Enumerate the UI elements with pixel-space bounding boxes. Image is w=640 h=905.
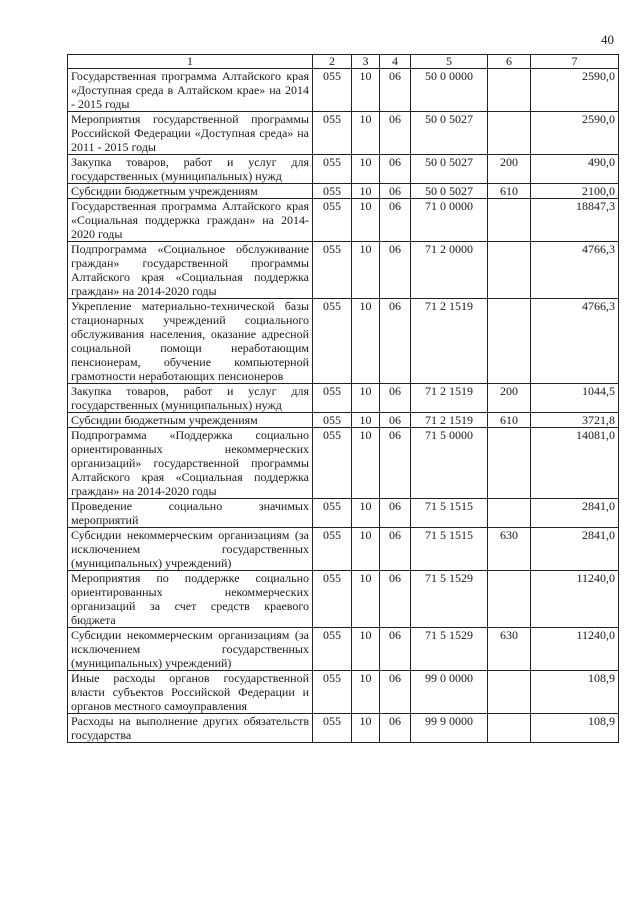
cell-amount: 3721,8 xyxy=(531,413,619,428)
table-row xyxy=(68,413,619,428)
cell-ministry-code: 055 xyxy=(313,242,352,299)
cell-ministry-code: 055 xyxy=(313,199,352,242)
cell-ministry-code: 055 xyxy=(313,671,352,714)
cell-expense-type xyxy=(488,571,531,628)
cell-expense-type: 610 xyxy=(488,413,531,428)
cell-subsection: 06 xyxy=(380,428,411,499)
cell-amount: 2100,0 xyxy=(531,184,619,199)
cell-subsection: 06 xyxy=(380,571,411,628)
table-row xyxy=(68,69,619,112)
cell-ministry-code: 055 xyxy=(313,714,352,743)
cell-name: Мероприятия государственной программы Российской Федерации «Доступная среда» на 2011 - 2015 годы xyxy=(68,112,313,155)
cell-section: 10 xyxy=(352,69,380,112)
cell-name: Укрепление материально-технической базы стационарных учреждений социального обслуживания населения, оказание адресной социальной помощи неработающим пенсионерам, обучение компьютерной грамотности неработающих пенсионеров xyxy=(68,299,313,384)
cell-expense-type xyxy=(488,671,531,714)
cell-target-article: 50 0 5027 xyxy=(411,184,488,199)
cell-expense-type: 630 xyxy=(488,528,531,571)
table-row xyxy=(68,384,619,413)
cell-name: Субсидии бюджетным учреждениям xyxy=(68,413,313,428)
cell-section: 10 xyxy=(352,428,380,499)
cell-target-article: 71 2 0000 xyxy=(411,242,488,299)
cell-section: 10 xyxy=(352,571,380,628)
cell-ministry-code: 055 xyxy=(313,384,352,413)
cell-subsection: 06 xyxy=(380,184,411,199)
cell-section: 10 xyxy=(352,155,380,184)
cell-amount: 108,9 xyxy=(531,671,619,714)
cell-amount: 11240,0 xyxy=(531,571,619,628)
cell-ministry-code: 055 xyxy=(313,299,352,384)
cell-section: 10 xyxy=(352,528,380,571)
cell-expense-type xyxy=(488,199,531,242)
cell-subsection: 06 xyxy=(380,199,411,242)
cell-expense-type xyxy=(488,242,531,299)
cell-target-article: 99 0 0000 xyxy=(411,671,488,714)
header-col-5: 5 xyxy=(411,55,488,69)
header-col-6: 6 xyxy=(488,55,531,69)
header-col-4: 4 xyxy=(380,55,411,69)
cell-target-article: 71 5 1515 xyxy=(411,528,488,571)
cell-target-article: 71 0 0000 xyxy=(411,199,488,242)
table-row xyxy=(68,528,619,571)
cell-name: Мероприятия по поддержке социально ориентированных некоммерческих организаций за счет средств краевого бюджета xyxy=(68,571,313,628)
cell-subsection: 06 xyxy=(380,299,411,384)
cell-name: Иные расходы органов государственной власти субъектов Российской Федерации и органов местного самоуправления xyxy=(68,671,313,714)
cell-amount: 2841,0 xyxy=(531,499,619,528)
cell-amount: 1044,5 xyxy=(531,384,619,413)
cell-expense-type xyxy=(488,299,531,384)
cell-section: 10 xyxy=(352,184,380,199)
cell-amount: 11240,0 xyxy=(531,628,619,671)
budget-table xyxy=(67,54,619,743)
cell-expense-type: 200 xyxy=(488,155,531,184)
cell-target-article: 71 2 1519 xyxy=(411,299,488,384)
table-row xyxy=(68,242,619,299)
cell-section: 10 xyxy=(352,413,380,428)
cell-section: 10 xyxy=(352,242,380,299)
cell-subsection: 06 xyxy=(380,628,411,671)
cell-target-article: 71 2 1519 xyxy=(411,413,488,428)
cell-amount: 14081,0 xyxy=(531,428,619,499)
cell-ministry-code: 055 xyxy=(313,628,352,671)
cell-subsection: 06 xyxy=(380,714,411,743)
cell-subsection: 06 xyxy=(380,112,411,155)
table-row xyxy=(68,155,619,184)
cell-target-article: 99 9 0000 xyxy=(411,714,488,743)
cell-subsection: 06 xyxy=(380,242,411,299)
cell-amount: 108,9 xyxy=(531,714,619,743)
cell-expense-type: 200 xyxy=(488,384,531,413)
cell-section: 10 xyxy=(352,199,380,242)
cell-section: 10 xyxy=(352,112,380,155)
cell-name: Субсидии бюджетным учреждениям xyxy=(68,184,313,199)
cell-target-article: 71 5 1515 xyxy=(411,499,488,528)
cell-section: 10 xyxy=(352,299,380,384)
cell-subsection: 06 xyxy=(380,384,411,413)
cell-name: Расходы на выполнение других обязательств государства xyxy=(68,714,313,743)
cell-ministry-code: 055 xyxy=(313,155,352,184)
cell-expense-type: 630 xyxy=(488,628,531,671)
cell-name: Закупка товаров, работ и услуг для государственных (муниципальных) нужд xyxy=(68,155,313,184)
page-number: 40 xyxy=(601,32,614,47)
cell-name: Государственная программа Алтайского края «Доступная среда в Алтайском крае» на 2014 - 2015 годы xyxy=(68,69,313,112)
cell-ministry-code: 055 xyxy=(313,499,352,528)
table-row xyxy=(68,571,619,628)
cell-target-article: 50 0 5027 xyxy=(411,155,488,184)
table-row xyxy=(68,428,619,499)
cell-subsection: 06 xyxy=(380,413,411,428)
cell-target-article: 71 5 0000 xyxy=(411,428,488,499)
cell-ministry-code: 055 xyxy=(313,69,352,112)
cell-expense-type xyxy=(488,714,531,743)
header-col-3: 3 xyxy=(352,55,380,69)
cell-name: Подпрограмма «Поддержка социально ориентированных некоммерческих организаций» государственной программы Алтайского края «Социальная поддержка граждан» на 2014-2020 годы xyxy=(68,428,313,499)
table-row xyxy=(68,714,619,743)
cell-ministry-code: 055 xyxy=(313,112,352,155)
cell-expense-type xyxy=(488,112,531,155)
table-row xyxy=(68,299,619,384)
cell-subsection: 06 xyxy=(380,499,411,528)
cell-section: 10 xyxy=(352,714,380,743)
cell-ministry-code: 055 xyxy=(313,571,352,628)
table-body xyxy=(68,69,619,743)
header-col-2: 2 xyxy=(313,55,352,69)
cell-name: Подпрограмма «Социальное обслуживание граждан» государственной программы Алтайского края «Социальная поддержка граждан» на 2014-2020 годы xyxy=(68,242,313,299)
cell-target-article: 50 0 5027 xyxy=(411,112,488,155)
table-row xyxy=(68,199,619,242)
cell-name: Государственная программа Алтайского края «Социальная поддержка граждан» на 2014-2020 годы xyxy=(68,199,313,242)
header-col-7: 7 xyxy=(531,55,619,69)
table-row xyxy=(68,184,619,199)
cell-expense-type: 610 xyxy=(488,184,531,199)
cell-ministry-code: 055 xyxy=(313,428,352,499)
table-row xyxy=(68,628,619,671)
table-row xyxy=(68,671,619,714)
cell-amount: 4766,3 xyxy=(531,242,619,299)
cell-name: Субсидии некоммерческим организациям (за исключением государственных (муниципальных) учреждений) xyxy=(68,528,313,571)
cell-name: Закупка товаров, работ и услуг для государственных (муниципальных) нужд xyxy=(68,384,313,413)
cell-target-article: 71 5 1529 xyxy=(411,628,488,671)
header-col-1: 1 xyxy=(68,55,313,69)
cell-name: Субсидии некоммерческим организациям (за исключением государственных (муниципальных) учреждений) xyxy=(68,628,313,671)
cell-expense-type xyxy=(488,428,531,499)
cell-amount: 18847,3 xyxy=(531,199,619,242)
cell-subsection: 06 xyxy=(380,69,411,112)
cell-section: 10 xyxy=(352,499,380,528)
header-row xyxy=(68,55,619,69)
cell-amount: 2590,0 xyxy=(531,69,619,112)
cell-ministry-code: 055 xyxy=(313,528,352,571)
cell-section: 10 xyxy=(352,671,380,714)
cell-expense-type xyxy=(488,499,531,528)
cell-section: 10 xyxy=(352,628,380,671)
cell-ministry-code: 055 xyxy=(313,184,352,199)
cell-target-article: 71 2 1519 xyxy=(411,384,488,413)
cell-target-article: 71 5 1529 xyxy=(411,571,488,628)
table-row xyxy=(68,112,619,155)
cell-target-article: 50 0 0000 xyxy=(411,69,488,112)
cell-expense-type xyxy=(488,69,531,112)
cell-amount: 2841,0 xyxy=(531,528,619,571)
cell-amount: 490,0 xyxy=(531,155,619,184)
cell-amount: 4766,3 xyxy=(531,299,619,384)
cell-name: Проведение социально значимых мероприятий xyxy=(68,499,313,528)
cell-subsection: 06 xyxy=(380,155,411,184)
cell-ministry-code: 055 xyxy=(313,413,352,428)
cell-subsection: 06 xyxy=(380,528,411,571)
cell-subsection: 06 xyxy=(380,671,411,714)
cell-section: 10 xyxy=(352,384,380,413)
table-row xyxy=(68,499,619,528)
cell-amount: 2590,0 xyxy=(531,112,619,155)
